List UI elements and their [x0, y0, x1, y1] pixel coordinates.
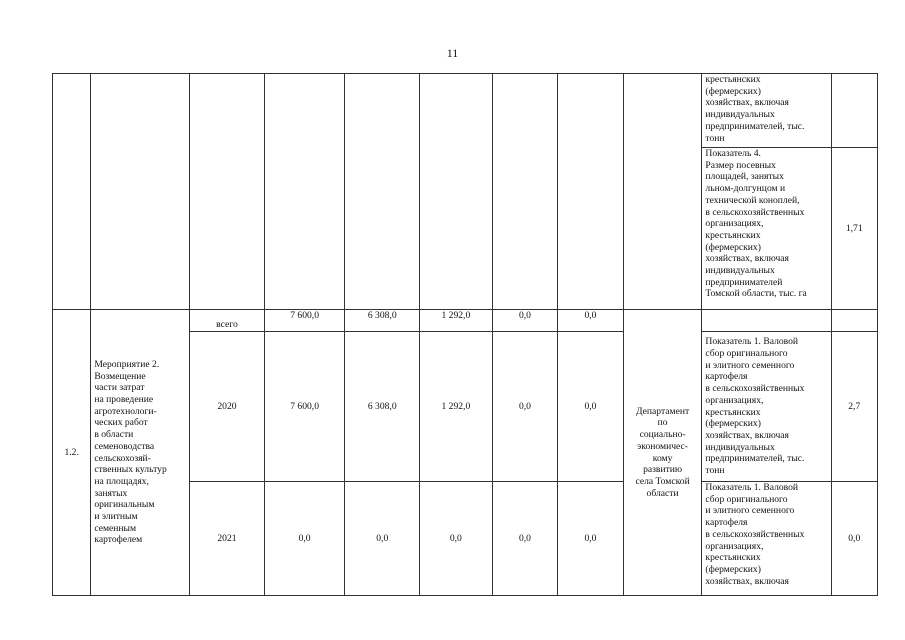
indicator-empty-cell — [702, 310, 831, 332]
value-cell: 1 292,0 — [420, 332, 493, 482]
value-cell: 0,0 — [420, 482, 493, 596]
period-cell: всего — [190, 310, 265, 332]
indicator-4-text: Показатель 4. Размер посевных площадей, занятых льном-долгунцом и технической коноплей, в сельскохозяйственных организациях, крестьянских (фермерских) хозяйствах, включая индивидуальных предпринимателей Томской области, тыс. га — [705, 148, 807, 300]
empty-number-cell — [53, 74, 91, 310]
program-table — [52, 73, 878, 596]
indicator-2021-value: 0,0 — [831, 482, 877, 596]
indicator-2021-text: Показатель 1. Валовой сбор оригинального и элитного семенного картофеля в сельскохозяйственных организациях, крестьянских (фермерских) хозяйствах, включая — [705, 482, 805, 587]
indicator-2020-cell — [702, 332, 831, 482]
value-cell: 1 292,0 — [420, 310, 493, 332]
continuation-row-1 — [53, 74, 878, 148]
indicator-tail-text: крестьянских (фермерских) хозяйствах, включая индивидуальных предпринимателей, тыс. тонн — [705, 74, 805, 144]
empty-executor-cell — [623, 74, 702, 310]
value-cell: 7 600,0 — [264, 332, 345, 482]
value-cell: 0,0 — [558, 482, 624, 596]
measure-title: Мероприятие 2. Возмещение части затрат на проведение агротехнологи- ческих работ в области семеноводства сельскохозяй- ственных культур на площадях, занятых оригинальным и элитным семенным картофелем — [91, 310, 190, 596]
indicator-text — [702, 74, 831, 148]
value-cell: 7 600,0 — [264, 310, 345, 332]
value-cell: 0,0 — [492, 310, 558, 332]
indicator-empty-value — [831, 310, 877, 332]
value-cell: 0,0 — [558, 310, 624, 332]
value-cell: 0,0 — [345, 482, 420, 596]
indicator-2021-cell — [702, 482, 831, 596]
value-cell: 0,0 — [492, 332, 558, 482]
empty-period-cell — [190, 74, 265, 310]
measure-executor: Департамент по социально- экономичес- кому развитию села Томской области — [623, 310, 702, 596]
period-cell: 2021 — [190, 482, 265, 596]
value-cell: 0,0 — [264, 482, 345, 596]
value-cell: 0,0 — [558, 332, 624, 482]
indicator-value — [831, 74, 877, 148]
measure-number: 1.2. — [53, 310, 91, 596]
indicator-2020-value: 2,7 — [831, 332, 877, 482]
value-cell: 6 308,0 — [345, 332, 420, 482]
measure-row-total — [53, 310, 878, 332]
value-cell: 0,0 — [492, 482, 558, 596]
indicator-4-cell — [702, 148, 831, 310]
indicator-2020-text: Показатель 1. Валовой сбор оригинального и элитного семенного картофеля в сельскохозяйственных организациях, крестьянских (фермерских) хозяйствах, включая индивидуальных предпринимателей, тыс. тонн — [705, 336, 805, 477]
empty-title-cell — [91, 74, 190, 310]
indicator-4-value: 1,71 — [831, 148, 877, 310]
value-cell: 6 308,0 — [345, 310, 420, 332]
page-number: 11 — [446, 46, 459, 60]
period-cell: 2020 — [190, 332, 265, 482]
